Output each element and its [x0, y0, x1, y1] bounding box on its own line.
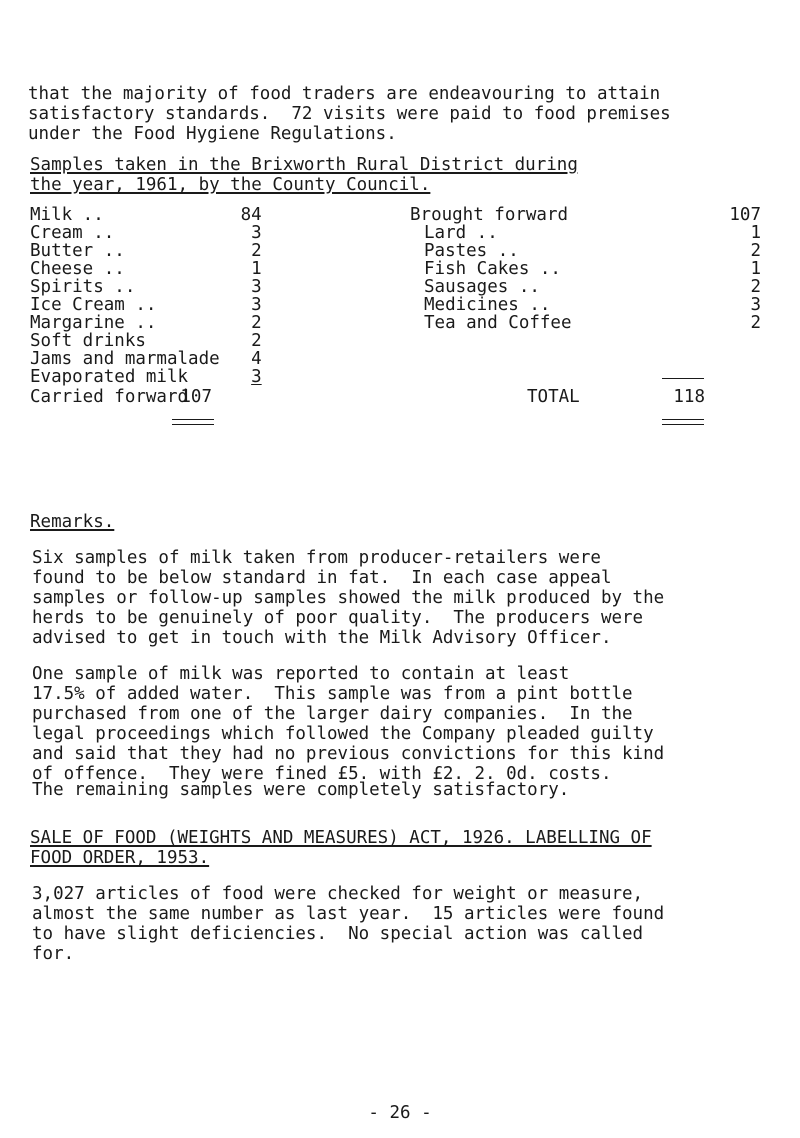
table-row: Soft drinks 2	[30, 331, 262, 351]
table-row: Medicines .. 3	[424, 295, 761, 315]
table-row: Milk .. 84	[30, 205, 262, 225]
table-row: Pastes .. 2	[424, 241, 761, 261]
samples-right-table	[410, 206, 761, 332]
remarks-paragraph-1: Six samples of milk taken from producer-retailers were found to be below standard in fat. In each case appeal samples or follow-up samples showed the milk produced by the herds to be genuinely of poor quality. The producers were advised to get in touch with the Milk Advisory Officer.	[32, 548, 665, 648]
table-row: Margarine .. 2	[30, 313, 262, 333]
page-number: - 26 -	[368, 1103, 432, 1123]
table-row: Sausages .. 2	[424, 277, 761, 297]
act-paragraph: 3,027 articles of food were checked for weight or measure, almost the same number as last year. 15 articles were found to have slight deficiencies. No special action was called for.	[32, 884, 665, 964]
table-row: Evaporated milk 3	[30, 367, 262, 387]
total-rule	[662, 378, 704, 379]
table-row: Jams and marmalade 4	[30, 349, 262, 369]
table-row: Ice Cream .. 3	[30, 295, 262, 315]
samples-heading: Samples taken in the Brixworth Rural District during the year, 1961, by the County Council.	[30, 155, 578, 195]
table-row: Cheese .. 1	[30, 259, 262, 279]
act-heading: SALE OF FOOD (WEIGHTS AND MEASURES) ACT, 1926. LABELLING OF FOOD ORDER, 1953.	[30, 828, 652, 868]
double-rule-left	[172, 419, 214, 425]
samples-left-table	[30, 206, 262, 386]
table-row: Butter .. 2	[30, 241, 262, 261]
table-row: Fish Cakes .. 1	[424, 259, 761, 279]
table-row: Spirits .. 3	[30, 277, 262, 297]
table-row: Brought forward 107	[410, 205, 761, 225]
intro-paragraph: that the majority of food traders are endeavouring to attain satisfactory standards. 72 visits were paid to food premises under the Food Hygiene Regulations.	[28, 84, 671, 144]
table-row: Lard .. 1	[424, 223, 761, 243]
remarks-paragraph-3: The remaining samples were completely satisfactory.	[32, 780, 570, 800]
table-row: Tea and Coffee 2	[424, 313, 761, 333]
table-row: Cream .. 3	[30, 223, 262, 243]
total-value: 118	[673, 387, 705, 407]
total-label: TOTAL	[527, 387, 580, 407]
remarks-heading: Remarks.	[30, 512, 115, 532]
double-rule-right	[662, 419, 704, 425]
carried-forward-value: 107	[180, 387, 212, 407]
remarks-paragraph-2: One sample of milk was reported to contain at least 17.5% of added water. This sample was from a pint bottle purchased from one of the larger dairy companies. In the legal proceedings which followed the Company pleaded guilty and said that they had no previous convictions for this kind of offence. They were fined £5. with £2. 2. 0d. costs.	[32, 664, 665, 784]
carried-forward-label: Carried forward	[30, 387, 189, 407]
